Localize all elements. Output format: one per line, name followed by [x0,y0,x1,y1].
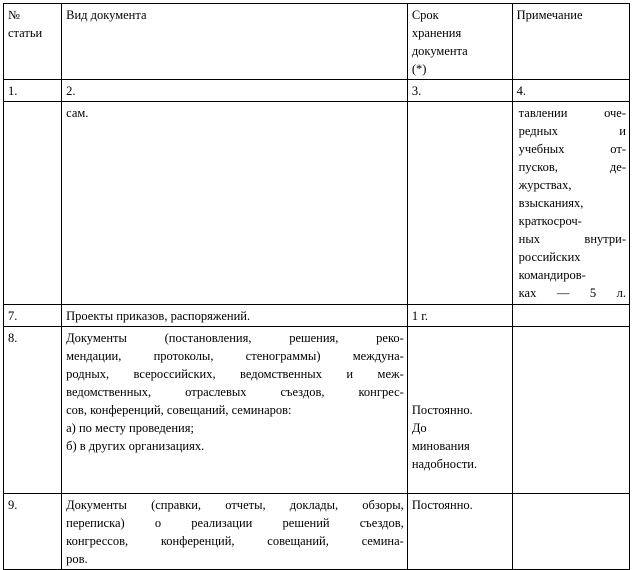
retention-term-cell [407,327,512,494]
continuation-note-cell [512,102,629,305]
document-type-line: Проекты приказов, распоряжений. [66,309,251,323]
note-cell [512,305,629,327]
header-article-number-cell [4,4,62,80]
note-line: краткосроч- [518,214,582,228]
retention-term-line: Постоянно. [411,403,473,417]
note-line: ках — 5 л. [518,286,626,300]
retention-term-cell [407,305,512,327]
retention-term-cell [407,494,512,570]
continuation-row [4,102,630,305]
column-index-row [4,80,630,102]
retention-term-line: Постоянно. [411,498,473,512]
table-row [4,327,630,494]
retention-term-line: До [411,421,427,435]
retention-term-line: 1 г. [411,309,429,323]
continuation-number-cell [4,102,62,305]
document-type-line: ведомственных, отраслевых съездов, конгрес- [66,385,404,399]
retention-term-line: минования [411,439,470,453]
header-retention-term-line: хранения [411,26,462,40]
document-type-line: а) по месту проведения; [66,421,194,435]
column-index-cell: 2. [62,80,408,102]
continuation-term-cell [407,102,512,305]
document-type-line: переписка) о реализации решений съездов, [66,516,404,530]
header-document-type-cell [62,4,408,80]
note-line: тавлении оче- [518,106,626,120]
document-type-line: Документы (справки, отчеты, доклады, обзоры, [66,498,404,512]
document-type-line: ров. [66,552,88,566]
document-type-line: мендации, протоколы, стенограммы) междуна- [66,349,404,363]
table-row [4,494,630,570]
article-number-cell: 7. [4,305,62,327]
continuation-document-text: сам. [66,106,89,120]
note-line: журствах, [518,178,572,192]
note-line: редных и [518,124,626,138]
column-index-cell: 3. [407,80,512,102]
header-retention-term-line: Срок [411,8,439,22]
continuation-document-cell [62,102,408,305]
note-cell [512,327,629,494]
article-number-cell: 8. [4,327,62,494]
header-retention-term-line: (*) [411,62,427,76]
document-type-cell [62,305,408,327]
document-type-line: Документы (постановления, решения, реко- [66,331,404,345]
document-type-line: сов, конференций, совещаний, семинаров: [66,403,292,417]
header-note-cell [512,4,629,80]
article-number-cell: 9. [4,494,62,570]
note-line: российских [518,250,581,264]
table-row [4,305,630,327]
column-index-cell: 4. [512,80,629,102]
header-document-type-label: Вид документа [66,8,147,22]
header-note-label: Примечание [516,8,583,22]
document-type-cell [62,327,408,494]
document-type-cell [62,494,408,570]
document-type-line: б) в других организациях. [66,439,205,453]
note-line: учебных от- [518,142,626,156]
note-line: ных внутри- [518,232,626,246]
retention-term-line: надобности. [411,457,478,471]
document-type-line: родных, всероссийских, ведомственных и меж- [66,367,404,381]
note-cell [512,494,629,570]
document-retention-table [3,3,630,570]
column-index-cell: 1. [4,80,62,102]
header-article-number-label: статьи [8,26,43,40]
header-article-number-symbol: № [8,8,20,22]
header-retention-term-cell [407,4,512,80]
header-row [4,4,630,80]
note-line: пусков, де- [518,160,626,174]
note-line: взысканиях, [518,196,584,210]
document-type-line: конгрессов, конференций, совещаний, семина- [66,534,404,548]
note-line: командиров- [518,268,586,282]
header-retention-term-line: документа [411,44,468,58]
